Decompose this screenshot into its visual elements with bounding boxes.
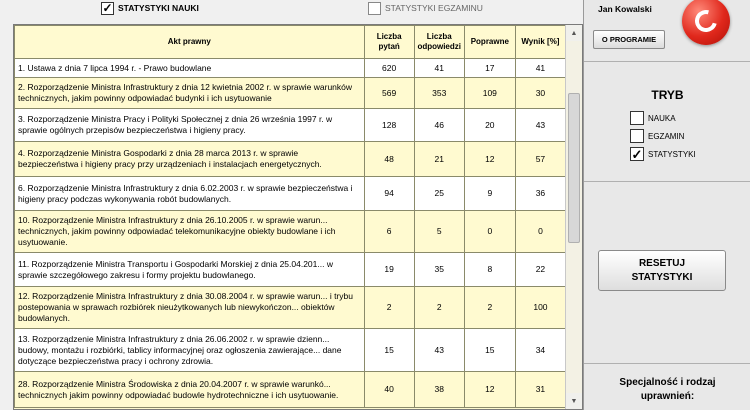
statystyki-nauki-label: STATYSTYKI NAUKI <box>118 3 199 13</box>
cell-questions: 94 <box>364 177 414 211</box>
mode-statystyki-checkbox[interactable] <box>630 147 696 161</box>
cell-answers: 46 <box>414 109 464 142</box>
table-row[interactable] <box>15 253 566 287</box>
cell-result: 36 <box>515 177 565 211</box>
cell-act: 12. Rozporządzenie Ministra Infrastruktury z dnia 30.08.2004 r. w sprawie warun... i trybu postepowania w sprawach rozbiórek nieużytkowanych lub niewykończon... obiektów budowlanych. <box>15 287 365 329</box>
cell-act: 13. Rozporządzenie Ministra Infrastruktury z dnia 26.06.2002 r. w sprawie dzienn... budowy, montażu i rozbiórki, tablicy informacyjnej oraz ogłoszenia zawierające... dane dotyczące bezpieczeństwa pracy i ochrony zdrowia. <box>15 329 365 372</box>
cell-result: 34 <box>515 329 565 372</box>
cell-act: 4. Rozporządzenie Ministra Gospodarki z dnia 28 marca 2013 r. w sprawie bezpieczeństwa i higieny pracy przy urządzeniach i instalacjach energetycznych. <box>15 142 365 177</box>
cell-result: 31 <box>515 372 565 408</box>
cell-correct: 12 <box>464 372 515 408</box>
reset-line1: RESETUJ <box>638 257 686 269</box>
checkbox-box <box>630 111 644 125</box>
cell-questions: 128 <box>364 109 414 142</box>
check-icon: ✓ <box>631 146 643 162</box>
checkbox-box <box>630 129 644 143</box>
table-row[interactable] <box>15 372 566 408</box>
user-name: Jan Kowalski <box>598 4 652 14</box>
header-correct: Poprawne <box>464 26 515 59</box>
reset-statistics-button[interactable] <box>598 250 726 291</box>
cell-act: 11. Rozporządzenie Ministra Transportu i Gospodarki Morskiej z dnia 25.04.201... w sprawie szczegółowego zakresu i formy projektu budowlanego. <box>15 253 365 287</box>
cell-questions: 19 <box>364 253 414 287</box>
cell-correct: 8 <box>464 253 515 287</box>
cell-answers: 38 <box>414 372 464 408</box>
cell-questions: 2 <box>364 287 414 329</box>
scroll-thumb[interactable] <box>568 93 580 243</box>
cell-questions: 569 <box>364 78 414 109</box>
cell-questions: 15 <box>364 329 414 372</box>
app-logo-icon <box>682 0 730 45</box>
cell-questions: 6 <box>364 211 414 253</box>
cell-correct: 20 <box>464 109 515 142</box>
table-row[interactable] <box>15 177 566 211</box>
cell-result: 43 <box>515 109 565 142</box>
header-questions: Liczba pytań <box>364 26 414 59</box>
right-panel <box>583 0 750 410</box>
about-button[interactable]: O PROGRAMIE <box>593 30 665 49</box>
checkbox-box <box>368 2 381 15</box>
cell-correct: 17 <box>464 59 515 78</box>
cell-act: 28. Rozporządzenie Ministra Środowiska z dnia 20.04.2007 r. w sprawie warunkó... technicznych jakim powinny odpowiadać budowle hydrotechniczne i ich usytuowanie. <box>15 372 365 408</box>
mode-egzamin-checkbox[interactable] <box>630 129 684 143</box>
statystyki-egzaminu-checkbox[interactable] <box>368 0 483 16</box>
table-header-row <box>15 26 566 59</box>
table-row[interactable] <box>15 142 566 177</box>
cell-act: 2. Rozporządzenie Ministra Infrastruktury z dnia 12 kwietnia 2002 r. w sprawie warunków technicznych, jakim powinny odpowiadać budynki i ich usytuowanie <box>15 78 365 109</box>
spec-line2: uprawnień: <box>640 391 695 402</box>
cell-result: 0 <box>515 211 565 253</box>
cell-result: 57 <box>515 142 565 177</box>
mode-nauka-label: NAUKA <box>648 113 676 123</box>
table-row[interactable] <box>15 211 566 253</box>
specialization-label <box>584 376 750 404</box>
cell-correct: 109 <box>464 78 515 109</box>
cell-act: 3. Rozporządzenie Ministra Pracy i Polityki Społecznej z dnia 26 września 1997 r. w sprawie ogólnych przepisów bezpieczeństwa i higieny pracy. <box>15 109 365 142</box>
cell-answers: 35 <box>414 253 464 287</box>
cell-answers: 43 <box>414 329 464 372</box>
cell-answers: 21 <box>414 142 464 177</box>
statystyki-nauki-checkbox[interactable] <box>101 0 199 16</box>
spec-line1: Specjalność i rodzaj <box>619 377 716 388</box>
cell-questions: 48 <box>364 142 414 177</box>
table-row[interactable] <box>15 109 566 142</box>
cell-answers: 5 <box>414 211 464 253</box>
cell-questions: 40 <box>364 372 414 408</box>
reset-line2: STATYSTYKI <box>631 271 693 283</box>
cell-correct: 15 <box>464 329 515 372</box>
scroll-up-arrow-icon[interactable]: ▲ <box>566 25 582 41</box>
mode-statystyki-label: STATYSTYKI <box>648 149 696 159</box>
cell-answers: 353 <box>414 78 464 109</box>
table-row[interactable] <box>15 287 566 329</box>
cell-act: 1. Ustawa z dnia 7 lipca 1994 r. - Prawo budowlane <box>15 59 365 78</box>
header-result: Wynik [%] <box>515 26 565 59</box>
cell-answers: 41 <box>414 59 464 78</box>
cell-correct: 2 <box>464 287 515 329</box>
scroll-down-arrow-icon[interactable]: ▼ <box>566 393 582 409</box>
header-act: Akt prawny <box>15 26 365 59</box>
header-answers: Liczba odpowiedzi <box>414 26 464 59</box>
cell-result: 100 <box>515 287 565 329</box>
mode-egzamin-label: EGZAMIN <box>648 131 685 141</box>
cell-questions: 620 <box>364 59 414 78</box>
cell-result: 30 <box>515 78 565 109</box>
cell-result: 41 <box>515 59 565 78</box>
mode-title: TRYB <box>651 88 684 102</box>
cell-correct: 0 <box>464 211 515 253</box>
mode-nauka-checkbox[interactable] <box>630 111 676 125</box>
cell-answers: 25 <box>414 177 464 211</box>
statistics-table <box>13 24 583 410</box>
cell-correct: 9 <box>464 177 515 211</box>
table-scrollbar[interactable] <box>565 25 582 409</box>
cell-correct: 12 <box>464 142 515 177</box>
table-row[interactable] <box>15 329 566 372</box>
statystyki-egzaminu-label: STATYSTYKI EGZAMINU <box>385 3 483 13</box>
table-row[interactable] <box>15 78 566 109</box>
cell-act: 6. Rozporządzenie Ministra Infrastruktury z dnia 6.02.2003 r. w sprawie bezpieczeństwa i higieny pracy podczas wykonywania robót budowlanych. <box>15 177 365 211</box>
check-icon: ✓ <box>102 1 113 15</box>
table-row[interactable] <box>15 59 566 78</box>
cell-result: 22 <box>515 253 565 287</box>
user-section <box>584 0 750 62</box>
cell-answers: 2 <box>414 287 464 329</box>
cell-act: 10. Rozporządzenie Ministra Infrastruktury z dnia 26.10.2005 r. w sprawie warun... technicznych, jakim powinny odpowiadać telekomunikacyjne obiekty budowlane i ich usytuowanie. <box>15 211 365 253</box>
